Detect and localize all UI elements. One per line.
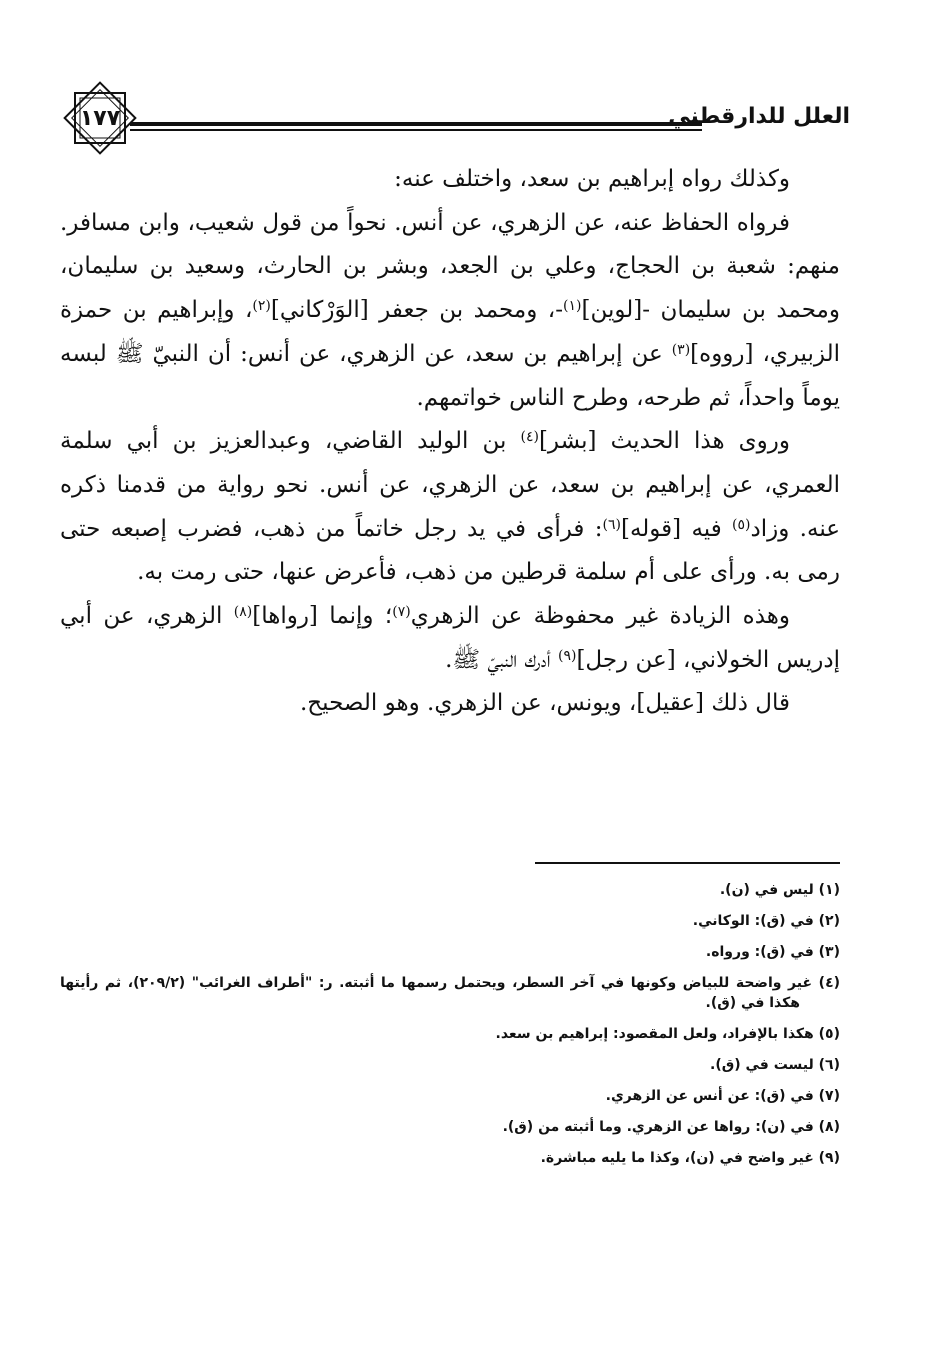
main-text bbox=[60, 158, 840, 726]
footnote-number: (٦) bbox=[818, 1057, 840, 1073]
footnote-ref[interactable]: (٣) bbox=[671, 341, 691, 358]
footnote-ref[interactable]: (٥) bbox=[732, 516, 751, 533]
paragraph: وكذلك رواه إبراهيم بن سعد، واختلف عنه: bbox=[394, 166, 790, 192]
footnote-text: غير واضحة للبياض وكونها في آخر السطر، ويحتمل رسمها ما أثبته. ر: "أطراف الغرائب" (٢٠٩/٢)، ثم رأيتها هكذا في (ق). bbox=[60, 975, 813, 1011]
footnote-ref[interactable]: (١) bbox=[563, 298, 582, 315]
footnote-separator bbox=[535, 862, 840, 864]
page-number: ١٧٧ bbox=[79, 105, 121, 131]
footnote-number: (٩) bbox=[818, 1150, 840, 1166]
footnote-ref[interactable]: (٤) bbox=[520, 429, 539, 446]
paragraph: وهذه الزيادة غير محفوظة عن الزهري$^{(٧)}$؛ وإنما [رواها]$^{(٨)}$ الزهري، عن أبي إدريس الخولاني، [عن رجل]$^{(٩)}$ أدرك النبيّ ﷺ. bbox=[60, 603, 840, 673]
header-rule bbox=[130, 122, 702, 126]
footnote-ref[interactable]: (٦) bbox=[602, 516, 621, 533]
footnote-text: ليست في (ق). bbox=[710, 1057, 814, 1073]
paragraph: فرواه الحفاظ عنه، عن الزهري، عن أنس. نحواً من قول شعيب، وابن مسافر. منهم: شعبة بن الحجاج، وعلي بن الجعد، وبشر بن الحارث، وسعيد بن سليمان، ومحمد بن سليمان -[لوين]$^{(١)}$-، ومحمد بن جعفر [الوَرْكاني]$^{(٢)}$، وإبراهيم بن حمزة الزبيري، [رووه]$^{(٣)}$ عن إبراهيم بن سعد، عن الزهري، عن أنس: أن النبيّ ﷺ لبسه يوماً واحداً، ثم طرحه، وطرح الناس خواتمهم. bbox=[60, 209, 840, 411]
paragraph: وروى هذا الحديث [بشر]$^{(٤)}$ بن الوليد القاضي، وعبدالعزيز بن أبي سلمة العمري، عن إبراهيم بن سعد، عن الزهري، عن أنس. نحو رواية من قدمنا ذكره عنه. وزاد$^{(٥)}$ فيه [قوله]$^{(٦)}$: فرأى في يد رجل خاتماً من ذهب، فضرب إصبعه حتى رمى به. ورأى على أم سلمة قرطين من ذهب، فأعرض عنها، حتى رمت به. bbox=[60, 428, 840, 586]
footnotes bbox=[60, 880, 840, 1179]
footnote bbox=[60, 1055, 840, 1075]
footnote-number: (٢) bbox=[818, 913, 840, 929]
footnote bbox=[60, 942, 840, 962]
footnote-text: في (ق): ورواه. bbox=[705, 944, 814, 960]
footnote bbox=[60, 880, 840, 900]
footnote-number: (٤) bbox=[818, 975, 841, 991]
paragraph: قال ذلك [عقيل]، ويونس، عن الزهري. وهو الصحيح. bbox=[299, 690, 790, 717]
footnote-number: (٥) bbox=[818, 1026, 840, 1042]
footnote bbox=[60, 1148, 840, 1168]
footnote-number: (٧) bbox=[818, 1088, 840, 1104]
footnote-text: في (ق): الوكاني. bbox=[692, 913, 814, 929]
footnote-text: في (ن): رواها عن الزهري. وما أثبته من (ق). bbox=[502, 1119, 814, 1135]
footnote-ref[interactable]: (٧) bbox=[392, 604, 411, 621]
footnote bbox=[60, 911, 840, 931]
footnote-text: ليس في (ن). bbox=[719, 882, 814, 898]
footnote-ref[interactable]: (٨) bbox=[233, 604, 253, 621]
footnote-text: في (ق): عن أنس عن الزهري. bbox=[605, 1088, 814, 1104]
header-rule-thin bbox=[130, 129, 702, 131]
book-title: العلل للدارقطني bbox=[668, 104, 850, 129]
footnote-number: (٣) bbox=[818, 944, 840, 960]
running-header bbox=[60, 78, 850, 158]
footnote-ref[interactable]: (٩) bbox=[557, 647, 577, 664]
footnote bbox=[60, 1117, 840, 1137]
footnote-number: (٨) bbox=[818, 1119, 840, 1135]
footnote-ref[interactable]: (٢) bbox=[252, 298, 271, 315]
footnote-text: هكذا بالإفراد، ولعل المقصود: إبراهيم بن سعد. bbox=[495, 1026, 814, 1042]
footnote bbox=[60, 1086, 840, 1106]
footnote bbox=[60, 973, 840, 1013]
footnote-text: غير واضح في (ن)، وكذا ما يليه مباشرة. bbox=[540, 1150, 814, 1166]
footnote-number: (١) bbox=[818, 882, 840, 898]
footnote bbox=[60, 1024, 840, 1044]
